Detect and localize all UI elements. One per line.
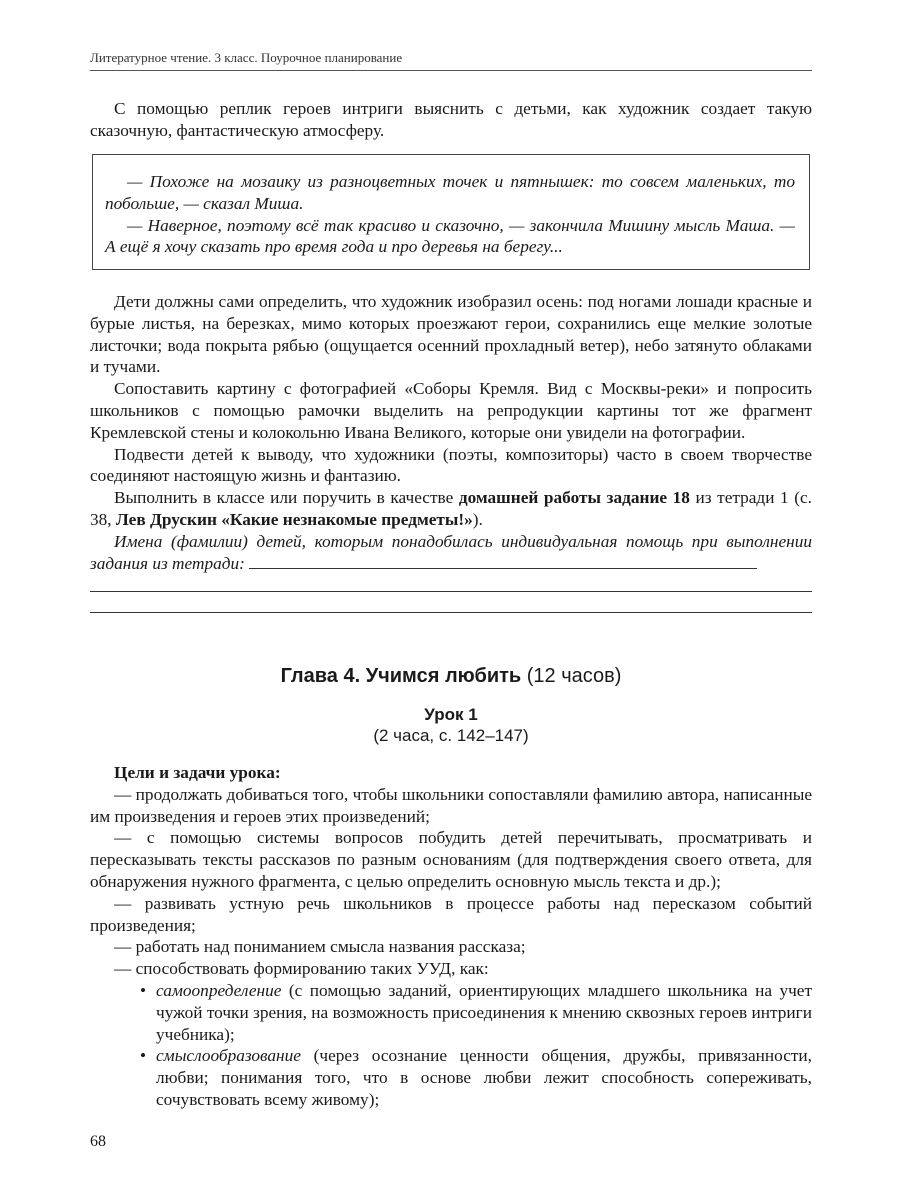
homework-source: Лев Друскин «Какие незнакомые предметы!» bbox=[115, 509, 473, 529]
homework-text-end: ). bbox=[472, 509, 483, 529]
uud-term: смыслообразование bbox=[156, 1046, 301, 1066]
goal-item: — продолжать добиваться того, чтобы школьники сопоставляли фамилию автора, написанные им произведения и героев этих произведений; bbox=[90, 784, 812, 826]
names-fill-line-2[interactable] bbox=[90, 591, 812, 592]
running-title: Литературное чтение. 3 класс. Поурочное планирование bbox=[90, 50, 403, 65]
page-number: 68 bbox=[90, 1133, 106, 1150]
homework-text-start: Выполнить в классе или поручить в качестве bbox=[114, 488, 459, 508]
homework-text-mid: из тетради 1 (с. 38, bbox=[90, 488, 812, 529]
dialogue-line-1: — Похоже на мозаику из разноцветных точек и пятнышек: то совсем маленьких, то побольше, — сказал Миша. bbox=[105, 172, 795, 213]
chapter-title-hours: (12 часов) bbox=[521, 665, 622, 687]
bullet-icon: • bbox=[140, 1046, 147, 1066]
names-prompt-text: Имена (фамилии) детей, которым понадобилась индивидуальная помощь при выполнении задания из тетради: bbox=[90, 531, 812, 573]
chapter-title bbox=[90, 665, 812, 688]
goal-item: — развивать устную речь школьников в процессе работы над пересказом событий произведения; bbox=[90, 893, 812, 935]
paragraph-kremlin: Сопоставить картину с фотографией «Соборы Кремля. Вид с Москвы-реки» и попросить школьников с помощью рамочки выделить на репродукции картины тот же фрагмент Кремлевской стены и колокольню Ивана Великого, которые они увидели на фотографии. bbox=[90, 379, 812, 442]
chapter-title-main: Глава 4. Учимся любить bbox=[280, 665, 522, 687]
homework-task: домашней работы задание 18 bbox=[458, 488, 690, 508]
header-divider bbox=[90, 70, 812, 71]
lesson-goals bbox=[90, 762, 812, 1111]
goal-item: — работать над пониманием смысла названия рассказа; bbox=[114, 937, 526, 957]
goal-item: — с помощью системы вопросов побудить детей перечитывать, просматривать и пересказывать тексты рассказов по разным основаниям (для подтверждения своего ответа, для обнаружения нужного фрагмента, с целью определить основную мысль текста и др.); bbox=[90, 828, 812, 891]
bullet-icon: • bbox=[140, 980, 147, 1000]
dialogue-box bbox=[92, 154, 810, 270]
dialogue-line-2: — Наверное, поэтому всё так красиво и сказочно, — закончила Мишину мысль Маша. — А ещё я хочу сказать про время года и про деревья на берегу... bbox=[105, 215, 795, 257]
uud-bullet bbox=[90, 980, 812, 1045]
intro-paragraph: С помощью реплик героев интриги выяснить с детьми, как художник создает такую сказочную, фантастическую атмосферу. bbox=[90, 99, 812, 140]
uud-term: самоопределение bbox=[156, 980, 282, 1000]
paragraph-autumn: Дети должны сами определить, что художник изобразил осень: под ногами лошади красные и бурые листья, на березках, мимо которых проезжают герои, сохранились еще мелкие золотые листочки; вода покрыта рябью (ощущается осенний прохладный ветер), небо затянуто облаками и тучами. bbox=[90, 292, 812, 377]
lesson-subtitle: (2 часа, с. 142–147) bbox=[373, 726, 529, 745]
goals-heading: Цели и задачи урока: bbox=[114, 763, 281, 782]
uud-description: (через осознание ценности общения, дружбы, привязанности, любви; понимания того, что в основе любви лежит способность сопереживать, сочувствовать всему живому); bbox=[156, 1046, 812, 1109]
lesson-title: Урок 1 bbox=[424, 705, 478, 724]
paragraph-conclusion: Подвести детей к выводу, что художники (поэты, композиторы) часто в своем творчестве соединяют настоящую жизнь и фантазию. bbox=[90, 444, 812, 486]
main-body bbox=[90, 291, 812, 613]
paragraph-homework bbox=[90, 487, 812, 531]
intro-section bbox=[90, 98, 812, 142]
names-fill-line[interactable] bbox=[249, 558, 757, 569]
goal-item: — способствовать формированию таких УУД, как: bbox=[114, 959, 489, 979]
uud-description: (с помощью заданий, ориентирующих младшего школьника на учет чужой точки зрения, на возможность присоединения к мнению сквозных героев интриги учебника); bbox=[156, 980, 812, 1044]
uud-bullet bbox=[90, 1045, 812, 1110]
names-fill-line-3[interactable] bbox=[90, 612, 812, 613]
paragraph-names-prompt bbox=[90, 531, 812, 575]
